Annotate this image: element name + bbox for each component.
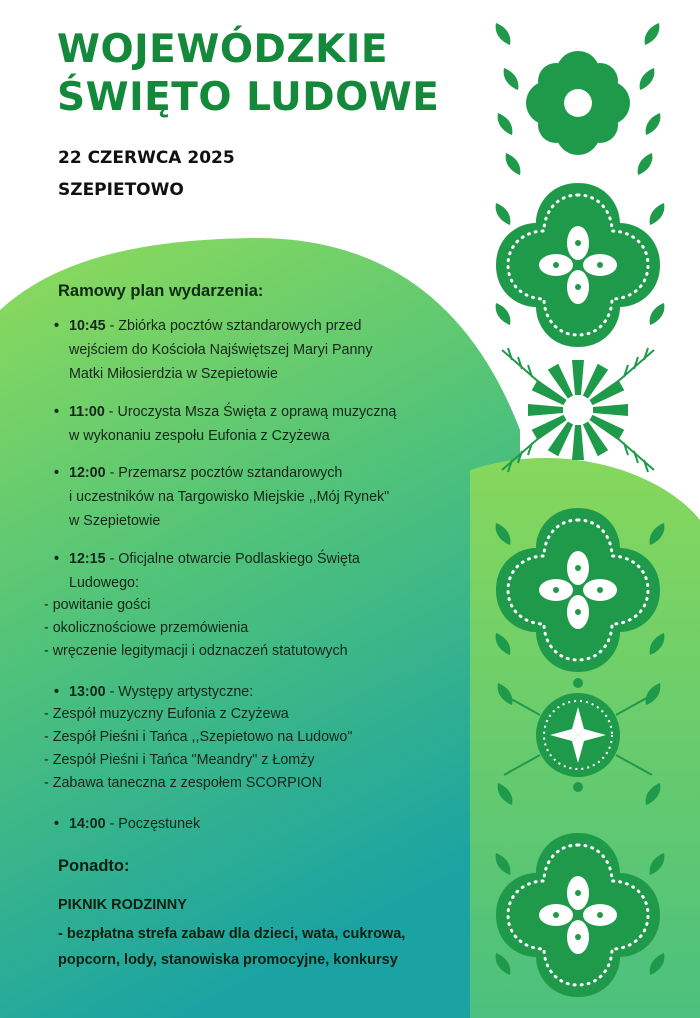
- schedule-item-1200: [54, 461, 390, 533]
- schedule-text: - Poczęstunek: [109, 816, 201, 832]
- bullet-icon: •: [54, 684, 60, 700]
- schedule-text: - Oficjalne otwarcie Podlaskiego Święta: [109, 551, 360, 567]
- bullet-icon: •: [54, 816, 60, 832]
- schedule-item-1045: [54, 314, 373, 386]
- subitem: - Zespół Pieśni i Tańca ,,Szepietowo na Ludowo": [44, 729, 353, 745]
- subitem: - powitanie gości: [44, 597, 151, 613]
- bullet-icon: •: [54, 465, 60, 481]
- schedule-time: 10:45: [69, 318, 106, 334]
- subitem: - Zabawa taneczna z zespołem SCORPION: [44, 775, 323, 791]
- schedule-text: Ludowego:: [69, 575, 139, 591]
- schedule-item-1300: [54, 680, 254, 704]
- schedule-text: wejściem do Kościoła Najświętszej Maryi Panny: [69, 342, 373, 358]
- event-title: [57, 26, 439, 122]
- event-date: 22 CZERWCA 2025: [58, 148, 235, 168]
- schedule-text: - Zbiórka pocztów sztandarowych przed: [109, 318, 362, 334]
- schedule-text: - Występy artystyczne:: [109, 684, 254, 700]
- bullet-icon: •: [54, 551, 60, 567]
- schedule-item-1215: [54, 547, 360, 595]
- schedule-time: 12:00: [69, 465, 106, 481]
- subitem: - okolicznościowe przemówienia: [44, 620, 249, 636]
- schedule-item-1400: [54, 812, 201, 836]
- subitem: - Zespół muzyczny Eufonia z Czyżewa: [44, 706, 289, 722]
- title-line-2: ŚWIĘTO LUDOWE: [57, 75, 440, 120]
- schedule-text: - Przemarsz pocztów sztandarowych: [109, 465, 343, 481]
- bullet-icon: •: [54, 404, 60, 420]
- schedule-text: w wykonaniu zespołu Eufonia z Czyżewa: [69, 428, 330, 444]
- picnic-title: PIKNIK RODZINNY: [58, 897, 187, 913]
- plan-heading: Ramowy plan wydarzenia:: [58, 282, 264, 300]
- extra-heading: Ponadto:: [58, 857, 130, 875]
- picnic-description: [58, 921, 488, 973]
- schedule-text: Matki Miłosierdzia w Szepietowie: [69, 366, 278, 382]
- folk-ornament: [490, 15, 700, 1018]
- picnic-line-1: - bezpłatna strefa zabaw dla dzieci, wata, cukrowa,: [58, 926, 406, 942]
- schedule-text: i uczestników na Targowisko Miejskie ,,Mój Rynek": [69, 489, 390, 505]
- schedule-text: w Szepietowie: [69, 513, 161, 529]
- subitem: - Zespół Pieśni i Tańca "Meandry" z Łomży: [44, 752, 315, 768]
- picnic-line-2: popcorn, lody, stanowiska promocyjne, konkursy: [58, 952, 398, 968]
- schedule-time: 14:00: [69, 816, 106, 832]
- schedule-item-1100: [54, 400, 397, 448]
- schedule-time: 13:00: [69, 684, 106, 700]
- schedule-text: - Uroczysta Msza Święta z oprawą muzyczną: [108, 404, 397, 420]
- title-line-1: WOJEWÓDZKIE: [57, 27, 389, 72]
- schedule-time: 11:00: [69, 404, 105, 420]
- bullet-icon: •: [54, 318, 60, 334]
- subitem: - wręczenie legitymacji i odznaczeń statutowych: [44, 643, 348, 659]
- event-place: SZEPIETOWO: [58, 180, 184, 200]
- schedule-time: 12:15: [69, 551, 106, 567]
